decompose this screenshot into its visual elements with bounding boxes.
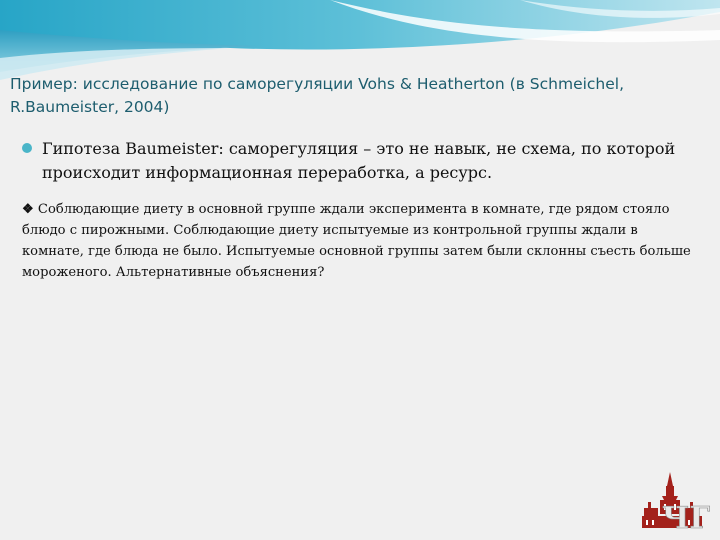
bullet-text-hypothesis: Гипотеза Baumeister: саморегуляция – это не навык, не схема, по которой происходит информационная переработка, а ресурс. — [42, 139, 676, 182]
logo-lettering: ЧГ — [661, 501, 710, 532]
diamond-bullet-icon: ❖ — [22, 202, 34, 217]
bullet-text-experiment: Соблюдающие диету в основной группе ждали эксперимента в комнате, где рядом стояло блюдо с пирожными. Соблюдающие диету испытуемые из контрольной группы ждали в комнате, где блюда не было. Испытуемые основной группы затем были склонны съесть больше мороженого. Альтернативные объяснения? — [22, 202, 691, 280]
msu-building-logo-icon — [640, 470, 710, 532]
slide-title: Пример: исследование по саморегуляции Vohs & Heatherton (в Schmeichel, R.Baumeister, 2004) — [10, 75, 625, 116]
header-wave-background — [0, 0, 720, 140]
circle-bullet-icon — [22, 143, 32, 153]
bullet-item-experiment — [22, 199, 692, 283]
